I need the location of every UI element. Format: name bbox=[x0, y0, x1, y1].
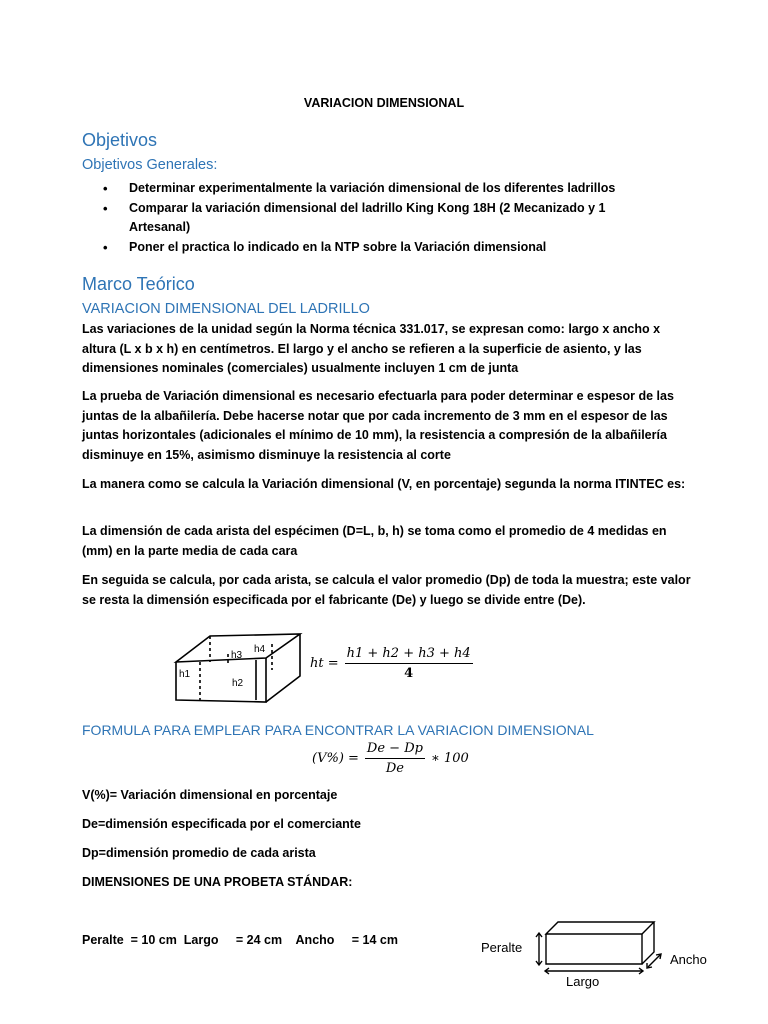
probeta-heading: DIMENSIONES DE UNA PROBETA STÁNDAR: bbox=[82, 875, 353, 889]
heading-objetivos: Objetivos bbox=[82, 130, 158, 150]
definition-v: V(%)= Variación dimensional en porcentaje bbox=[82, 788, 338, 802]
heading-marco-teorico: Marco Teórico bbox=[82, 274, 195, 294]
variation-formula-rhs: ∗ 100 bbox=[430, 751, 469, 766]
h4-label: h4 bbox=[254, 644, 266, 655]
probeta-dimensions: Peralte = 10 cm Largo = 24 cm Ancho = 14 cm bbox=[82, 933, 398, 947]
list-item: • Determinar experimentalmente la variación dimensional de los diferentes ladrillos bbox=[100, 179, 660, 199]
definition-de: De=dimensión especificada por el comerciante bbox=[82, 817, 361, 831]
paragraph: En seguida se calcula, por cada arista, se calcula el valor promedio (Dp) de toda la muestra; este valor se resta la dimensión especificada por el fabricante (De) y luego se divide entre (De). bbox=[82, 573, 691, 607]
list-item: • Poner el practica lo indicado en la NTP sobre la Variación dimensional bbox=[100, 238, 660, 258]
probeta-figure bbox=[478, 908, 734, 994]
brick-heights-figure bbox=[172, 626, 304, 706]
ht-formula-lhs: ht = bbox=[310, 656, 339, 671]
ht-formula-fraction bbox=[345, 646, 473, 681]
variation-formula-denominator: De bbox=[385, 761, 404, 776]
h2-label: h2 bbox=[232, 678, 244, 689]
paragraph: La prueba de Variación dimensional es necesario efectuarla para poder determinar e espesor de las juntas de la albañilería. Debe hacerse notar que por cada incremento de 3 mm en el espesor de las juntas horizontales (adicionales el mínimo de 10 mm), la resistencia a compresión de la albañilería disminuye en 15%, asimismo disminuye la resistencia al corte bbox=[82, 389, 674, 462]
subheading-variacion-ladrillo: VARIACION DIMENSIONAL DEL LADRILLO bbox=[82, 301, 370, 317]
ht-formula-numerator: h1 + h2 + h3 + h4 bbox=[345, 646, 473, 664]
ht-formula-denominator: 4 bbox=[404, 666, 414, 681]
definition-dp: Dp=dimensión promedio de cada arista bbox=[82, 846, 316, 860]
paragraph: La dimensión de cada arista del espécimen (D=L, b, h) se toma como el promedio de 4 medidas en (mm) en la parte media de cada cara bbox=[82, 524, 667, 558]
heading-formula: FORMULA PARA EMPLEAR PARA ENCONTRAR LA VARIACION DIMENSIONAL bbox=[82, 722, 594, 738]
h3-label: h3 bbox=[231, 650, 243, 661]
objetivos-list bbox=[100, 179, 660, 257]
ancho-label: Ancho bbox=[670, 952, 707, 967]
largo-label: Largo bbox=[566, 974, 600, 989]
ht-formula bbox=[310, 646, 473, 681]
list-item: • Comparar la variación dimensional del ladrillo King Kong 18H (2 Mecanizado y 1 Artesanal) bbox=[100, 199, 660, 238]
paragraph: La manera como se calcula la Variación dimensional (V, en porcentaje) segunda la norma ITINTEC es: bbox=[82, 477, 686, 491]
variation-formula-fraction bbox=[365, 741, 425, 776]
peralte-label: Peralte bbox=[481, 940, 523, 955]
page-title: VARIACION DIMENSIONAL bbox=[303, 96, 465, 110]
variation-formula-lhs: (V%) = bbox=[312, 751, 359, 766]
h1-label: h1 bbox=[179, 669, 191, 680]
variation-formula-numerator: De − Dp bbox=[365, 741, 425, 759]
subheading-objetivos-generales: Objetivos Generales: bbox=[82, 157, 218, 173]
paragraph: Las variaciones de la unidad según la Norma técnica 331.017, se expresan como: largo x ancho x altura (L x b x h) en centímetros. El largo y el ancho se refieren a la superficie de asiento, y las dimensiones nominales (comerciales) usualmente incluyen 1 cm de junta bbox=[82, 322, 661, 375]
variation-formula bbox=[312, 741, 469, 776]
